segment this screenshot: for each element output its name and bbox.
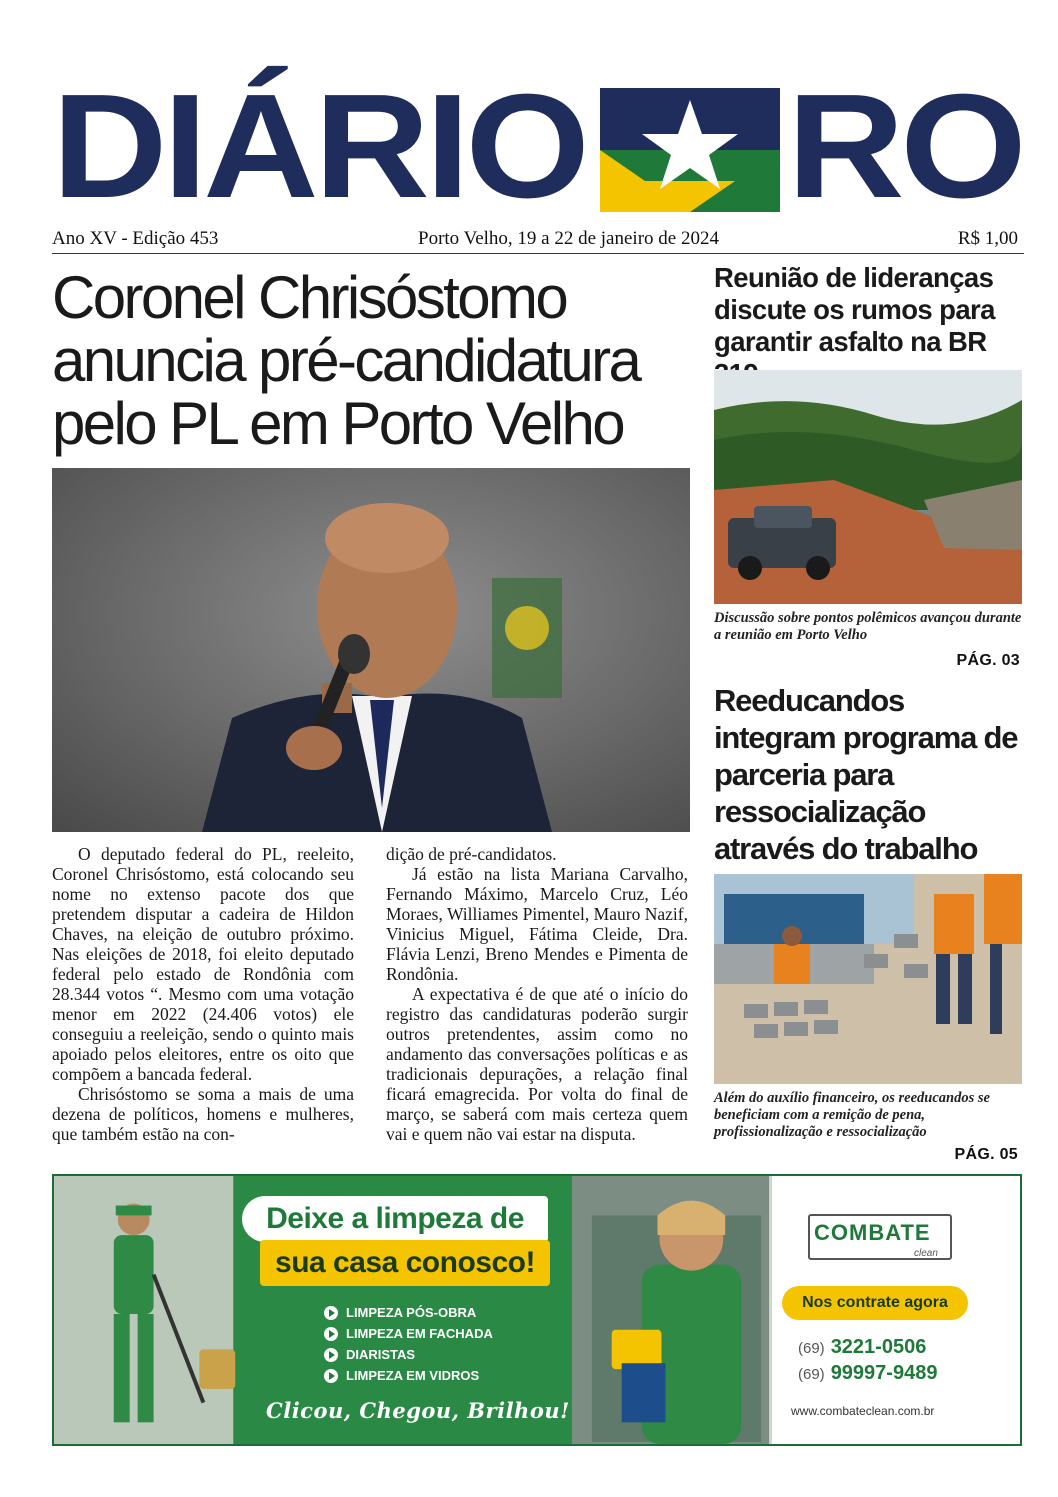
article-paragraph: Chrisóstomo se soma a mais de uma dezena de políticos, homens e mulheres, que também estão na con- [52, 1084, 354, 1144]
edition-date: Porto Velho, 19 a 22 de janeiro de 2024 [418, 228, 719, 249]
article-column-1 [52, 844, 354, 1144]
edition-info-bar [52, 226, 1024, 254]
rondonia-flag-icon [600, 88, 780, 212]
sidebar-headline-reeducandos: Reeducandos integram programa de parceria para ressocialização através do trabalho [714, 683, 1018, 866]
sidebar-photo-road [714, 370, 1022, 604]
play-bullet-icon [324, 1306, 338, 1320]
ad-service-label: LIMPEZA EM FACHADA [346, 1326, 493, 1341]
main-photo [52, 468, 690, 832]
article-paragraph: O deputado federal do PL, reeleito, Coronel Chrisóstomo, está colocando seu nome no extenso pacote dos que pretendem disputar a cadeira de Hildon Chaves, na eleição de outubro próximo. Nas eleições de 2018, foi eleito deputado federal pelo estado de Rondônia com 28.344 votos “. Mesmo com uma votação menor em 2022 (24.406 votos) ele conseguiu a reeleição, sendo o quinto mais apoiado pelos eleitores, entre os oito que compõem a bancada federal. [52, 844, 354, 1084]
ad-service-item [324, 1323, 544, 1344]
ad-service-label: LIMPEZA PÓS-OBRA [346, 1305, 477, 1320]
ad-phone-ddd: (69) [798, 1366, 825, 1383]
ad-service-item [324, 1365, 544, 1386]
main-headline: Coronel Chrisóstomo anuncia pré-candidatura pelo PL em Porto Velho [52, 264, 640, 457]
ad-service-label: DIARISTAS [346, 1347, 416, 1362]
ad-phone-ddd: (69) [798, 1340, 825, 1357]
ad-phone-1[interactable] [798, 1336, 926, 1359]
ad-service-item [324, 1344, 544, 1365]
ad-service-item [324, 1302, 544, 1323]
ad-banner-line-2: sua casa conosco! [260, 1240, 550, 1286]
ad-services-list [324, 1302, 544, 1386]
masthead [52, 64, 1023, 229]
ad-brand-sub: clean [914, 1248, 938, 1259]
ad-phone-number: 3221-0506 [830, 1336, 927, 1358]
article-paragraph: Já estão na lista Mariana Carvalho, Fernando Máximo, Marcelo Cruz, Léo Moraes, Williames Pimentel, Mauro Nazif, Vinicius Miguel, Fátima Cleide, Dra. Flávia Lenzi, Breno Mendes e Pimenta de Rondônia. [386, 864, 688, 984]
masthead-title-right: RO [787, 64, 1023, 229]
play-bullet-icon [324, 1327, 338, 1341]
sidebar-caption-br319: Discussão sobre pontos polêmicos avançou durante a reunião em Porto Velho [714, 610, 1022, 643]
combate-clean-ad[interactable] [52, 1174, 1022, 1446]
masthead-title-left: DIÁRIO [52, 64, 586, 229]
article-paragraph: dição de pré-candidatos. [386, 844, 557, 864]
article-column-2 [386, 844, 688, 1144]
play-bullet-icon [324, 1348, 338, 1362]
sidebar-page-ref-2: PÁG. 05 [954, 1146, 1018, 1163]
ad-website-link[interactable]: www.combateclean.com.br [791, 1404, 935, 1418]
sidebar-page-ref-1: PÁG. 03 [956, 652, 1020, 669]
sidebar-photo-workers [714, 874, 1022, 1084]
ad-cta-button[interactable]: Nos contrate agora [782, 1286, 968, 1320]
sidebar-headline-br319: Reunião de lideranças discute os rumos para garantir asfalto na BR [714, 262, 995, 357]
sidebar-caption-reeducandos: Além do auxílio financeiro, os reeducandos se beneficiam com a remição de pena, profissionalização e ressocialização [714, 1090, 990, 1140]
ad-banner-line-1: Deixe a limpeza de [242, 1196, 548, 1242]
ad-brand-logo: COMBATE [814, 1220, 931, 1245]
play-bullet-icon [324, 1369, 338, 1383]
ad-service-label: LIMPEZA EM VIDROS [346, 1368, 480, 1383]
article-paragraph: A expectativa é de que até o início do registro das candidaturas poderão surgir outros pretendentes, assim como no andamento das conversações políticas e as tradicionais depurações, a relação final ficará emagrecida. Por volta do final de março, se saberá com mais certeza quem vai e quem não vai estar na disputa. [386, 984, 688, 1144]
ad-phone-number: 99997-9489 [830, 1362, 938, 1384]
edition-price: R$ 1,00 [957, 228, 1018, 249]
edition-number: Ano XV - Edição 453 [52, 228, 219, 249]
ad-phone-2[interactable] [798, 1362, 937, 1385]
ad-slogan: Clicou, Chegou, Brilhou! [266, 1398, 570, 1423]
